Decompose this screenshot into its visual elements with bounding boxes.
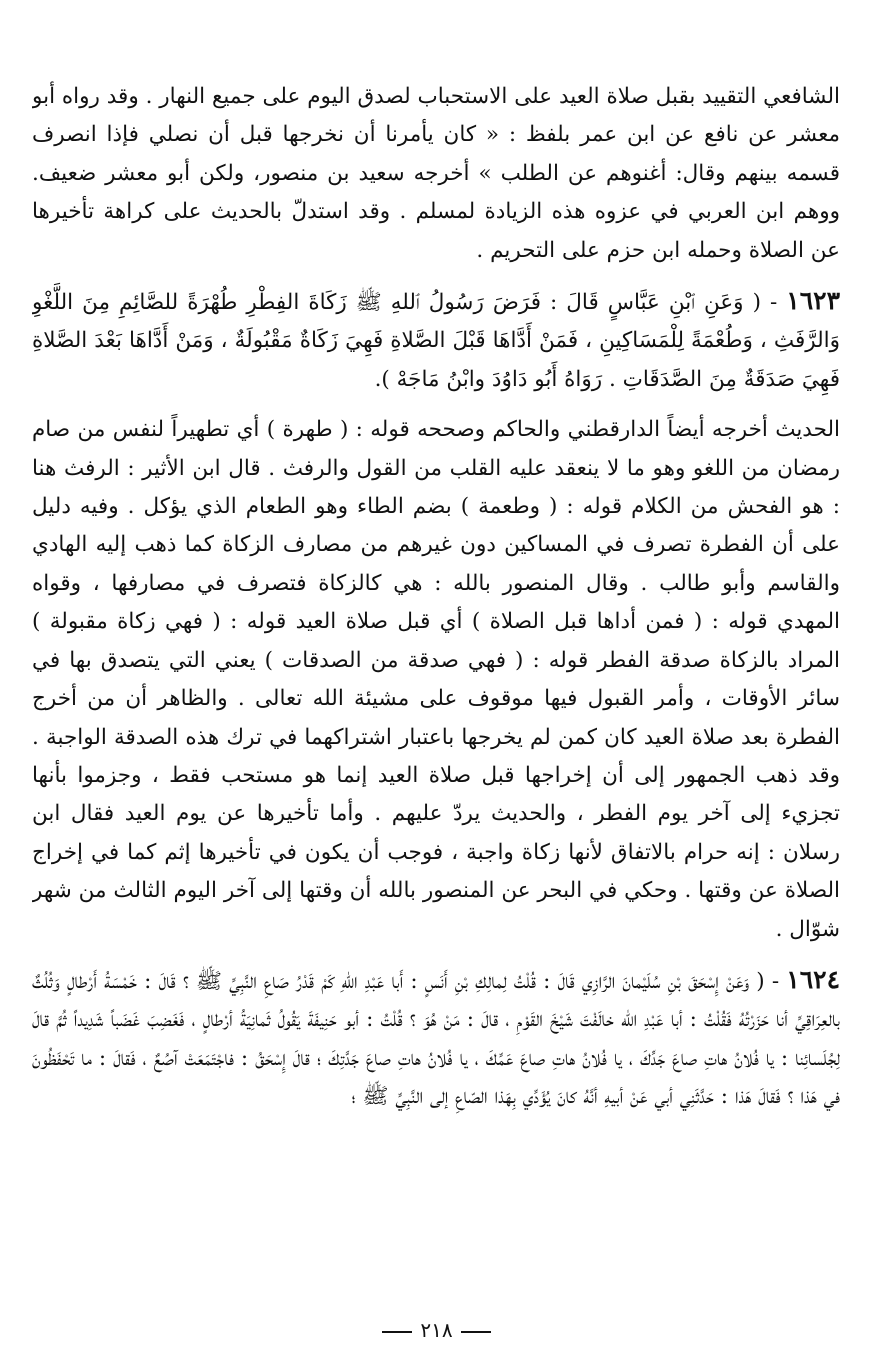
hadith-1624 — [32, 961, 840, 1117]
spacer — [32, 949, 840, 961]
page-number-dash — [382, 1331, 412, 1333]
hadith-number: ١٦٢٣ — [786, 286, 840, 316]
paragraph-commentary-2: الحديث أخرجه أيضاً الدارقطني والحاكم وصححه قوله : ( طهرة ) أي تطهيراً لنفس من صام رمضان من اللغو وهو ما لا ينعقد عليه القلب من القول والرفث . قال ابن الأثير : الرفث هنا : هو الفحش من الكلام قوله : ( وطعمة ) بضم الطاء وهو الطعام الذي يؤكل . وفيه دليل على أن الفطرة تصرف في المساكين دون غيرهم من مصارف الزكاة كما ذهب إليه الهادي والقاسم وأبو طالب . وقال المنصور بالله : هي كالزكاة فتصرف في مصارفها ، وقواه المهدي قوله : ( فمن أداها قبل الصلاة ) أي قبل صلاة العيد قوله : ( فهي زكاة مقبولة ) المراد بالزكاة صدقة الفطر قوله : ( فهي صدقة من الصدقات ) يعني التي يتصدق بها في سائر الأوقات ، وأمر القبول فيها موقوف على مشيئة الله تعالى . والظاهر أن من أخرج الفطرة بعد صلاة العيد كان كمن لم يخرجها باعتبار اشتراكهما في ترك هذه الصدقة الواجبة . وقد ذهب الجمهور إلى أن إخراجها قبل صلاة العيد إنما هو مستحب فقط ، وجزموا بأنها تجزيء إلى آخر يوم الفطر ، والحديث يردّ عليهم . وأما تأخيرها عن يوم العيد فقال ابن رسلان : إنه حرام بالاتفاق لأنها زكاة واجبة ، فوجب أن يكون في تأخيرها إثم كما في إخراج الصلاة عن وقتها . وحكي في البحر عن المنصور بالله أن وقتها إلى آخر اليوم الثالث من شهر شوّال . — [32, 417, 840, 942]
spacer — [32, 270, 840, 282]
spacer — [32, 399, 840, 411]
paragraph-commentary-1: الشافعي التقييد بقبل صلاة العيد على الاستحباب لصدق اليوم على جميع النهار . وقد رواه أبو معشر عن نافع عن ابن عمر بلفظ : « كان يأمرنا أن نخرجها قبل أن نصلي فإذا انصرف قسمه بينهم وقال: أغنوهم عن الطلب » أخرجه سعيد بن منصور، ولكن أبو معشر ضعيف. ووهم ابن العربي في عزوه هذه الزيادة لمسلم . وقد استدلّ بالحديث على كراهة تأخيرها عن الصلاة وحمله ابن حزم على التحريم . — [32, 84, 840, 263]
page-body — [32, 78, 840, 1308]
hadith-text: - ( وَعَنْ إِسْحَقَ بْنِ سُلَيْمانَ الرَّازِي قَالَ : قُلْتُ لِمالِكِ بْنِ أَنَسٍ : أَبا عَبْدِ اللهِ كَمْ قَدْرُ صَاعِ النَّبِيِّ ﷺ ؟ قَالَ : خَمْسَةُ أَرْطالٍ وَثُلُثٌ بالعِرَاقِيِّ أنا حَزَرْتُهُ فَقُلْتُ : أبا عَبْدِ الله خالَفْتَ شَيْخَ القَوْمِ ، قالَ : مَنْ هُوَ ؟ قُلْتُ : أبو حَنِيفَةَ يَقُولُ ثَمانِيَةُ أرْطالٍ ، فَغَضِبَ غَضَباً شَدِيداً ثُمَّ قالَ لِجُلَسائِنا : يا فُلانُ هاتِ صاعَ جَدِّكَ ، يا فُلانُ هاتِ صاعَ عَمِّكَ ، يا فُلانُ هاتِ صاعَ جَدَّتِكَ ؛ قالَ إِسْحَقُ : فاجْتَمَعَتْ آصُعٌ ، فَقالَ : ما تَحْفَظُونَ في هَذا ؟ فَقالَ هَذا : حَدَّثَنِي أبي عَنْ أبيهِ أنَّهُ كانَ يُؤَدِّي بِهَذا الصّاعِ إلى النَّبِيِّ ﷺ ؛ — [32, 968, 840, 1110]
page-number-dash — [461, 1331, 491, 1333]
hadith-number: ١٦٢٤ — [786, 964, 840, 994]
hadith-text: - ( وَعَنِ ٱبْنِ عَبَّاسٍ قَالَ : فَرَضَ رَسُولُ ٱللهِ ﷺ زَكَاةَ الفِطْرِ طُهْرَةً للصَّائِمِ مِنَ اللَّغْوِ وَالرَّفَثِ ، وَطُعْمَةً لِلْمَسَاكِينِ ، فَمَنْ أَدَّاهَا قَبْلَ الصَّلاةِ فَهِيَ زَكَاةٌ مَقْبُولَةٌ ، وَمَنْ أَدَّاهَا بَعْدَ الصَّلاةِ فَهِيَ صَدَقَةٌ مِنَ الصَّدَقَاتِ . رَوَاهُ أَبُو دَاوُدَ وابْنُ مَاجَهْ ). — [32, 290, 840, 392]
page-number — [0, 1318, 873, 1342]
page-number-text: ٢١٨ — [420, 1318, 453, 1342]
hadith-1623 — [32, 282, 840, 399]
